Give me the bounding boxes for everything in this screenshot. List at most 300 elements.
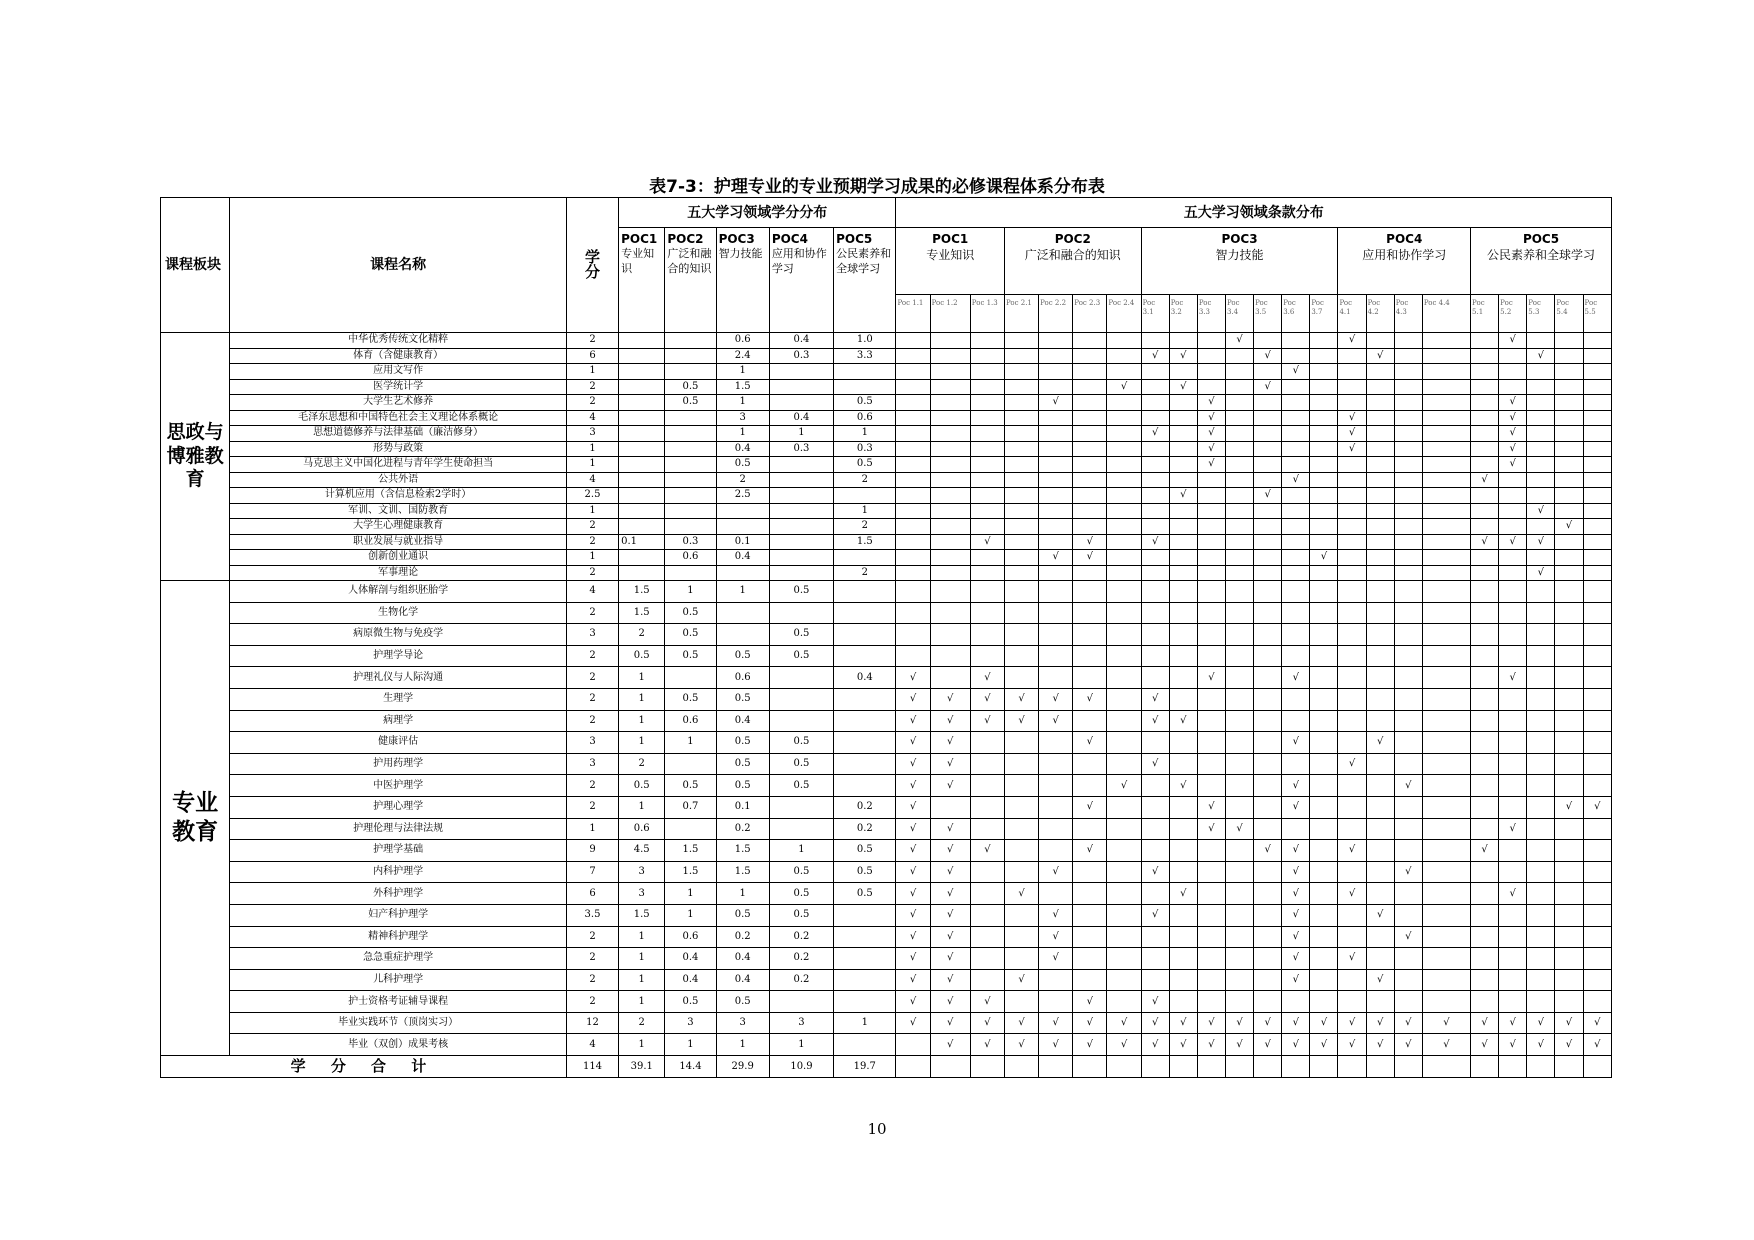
- poc-subclause-check: √: [970, 688, 1004, 710]
- poc-subclause-check: [1527, 732, 1555, 754]
- poc-subclause-check: [1073, 441, 1107, 457]
- course-credit: 3: [566, 624, 618, 646]
- poc-subclause-check: [970, 550, 1004, 566]
- poc-subclause-check: √: [970, 991, 1004, 1013]
- total-empty-cell: [1282, 1056, 1310, 1078]
- poc-subclause-check: √: [896, 775, 930, 797]
- poc-credit-value: [769, 565, 833, 581]
- poc-subclause-check: [1422, 565, 1470, 581]
- poc-subclause-check: [1338, 688, 1366, 710]
- poc-subclause-check: [1366, 565, 1394, 581]
- poc-credit-value: [769, 688, 833, 710]
- poc-credit-value: 0.5: [716, 732, 769, 754]
- poc-subclause-check: [1254, 796, 1282, 818]
- poc-credit-value: 0.5: [619, 775, 665, 797]
- course-name: 护理学基础: [230, 840, 567, 862]
- poc-subclause-header: Poc 5.3: [1527, 295, 1555, 333]
- course-name: 护用药理学: [230, 753, 567, 775]
- poc-subclause-check: √: [1197, 1012, 1225, 1034]
- poc-subclause-check: [970, 488, 1004, 504]
- poc-subclause-header: Poc 3.4: [1225, 295, 1253, 333]
- poc-subclause-check: √: [1004, 1034, 1038, 1056]
- poc-subclause-check: [1073, 775, 1107, 797]
- poc-subclause-check: [1107, 840, 1141, 862]
- poc-credit-value: 0.7: [665, 796, 716, 818]
- table-row: [161, 581, 1612, 603]
- poc-credit-value: 0.5: [716, 645, 769, 667]
- poc-subclause-check: √: [1039, 710, 1073, 732]
- course-name: 护理学导论: [230, 645, 567, 667]
- poc-subclause-check: [1004, 395, 1038, 411]
- poc-subclause-check: [1141, 948, 1169, 970]
- poc-subclause-check: [1310, 602, 1338, 624]
- poc-credit-value: 0.3: [665, 534, 716, 550]
- poc-subclause-check: [1282, 426, 1310, 442]
- poc-subclause-check: √: [1282, 926, 1310, 948]
- poc-subclause-check: [1225, 379, 1253, 395]
- poc-subclause-check: [1422, 710, 1470, 732]
- poc-subclause-check: √: [1282, 883, 1310, 905]
- poc-subclause-check: [1471, 457, 1499, 473]
- poc-subclause-header: Poc 4.4: [1422, 295, 1470, 333]
- poc-subclause-check: [1310, 565, 1338, 581]
- total-poc-credit: 29.9: [716, 1056, 769, 1078]
- poc-subclause-check: [1366, 534, 1394, 550]
- poc-subclause-check: [1499, 550, 1527, 566]
- poc-subclause-check: [1555, 624, 1583, 646]
- poc-credit-value: 0.5: [716, 457, 769, 473]
- poc-subclause-check: [970, 796, 1004, 818]
- poc-subclause-check: [1471, 883, 1499, 905]
- poc-subclause-check: [1499, 379, 1527, 395]
- poc-subclause-check: [1073, 472, 1107, 488]
- poc-credit-value: 3: [665, 1012, 716, 1034]
- poc-subclause-check: [1394, 410, 1422, 426]
- poc-subclause-check: [1254, 457, 1282, 473]
- poc-subclause-check: [1225, 840, 1253, 862]
- poc-subclause-check: [1039, 457, 1073, 473]
- poc-subclause-check: [970, 457, 1004, 473]
- header-row-1: [161, 198, 1612, 228]
- poc-subclause-check: [1310, 333, 1338, 349]
- poc-subclause-check: [1422, 969, 1470, 991]
- poc-credit-value: 1: [834, 1012, 896, 1034]
- poc-credit-value: 2: [834, 519, 896, 535]
- poc-subclause-check: √: [1583, 1034, 1611, 1056]
- poc-credit-value: 1.5: [716, 840, 769, 862]
- poc-subclause-check: [1471, 775, 1499, 797]
- poc-subclause-check: [1169, 410, 1197, 426]
- table-row: [161, 818, 1612, 840]
- poc-subclause-check: [1141, 645, 1169, 667]
- poc-subclause-check: [1310, 457, 1338, 473]
- poc-subclause-check: [1471, 581, 1499, 603]
- poc-subclause-check: √: [896, 1012, 930, 1034]
- poc-subclause-check: [1225, 624, 1253, 646]
- poc-subclause-check: [1310, 426, 1338, 442]
- poc-subclause-check: [1471, 519, 1499, 535]
- poc-credit-value: [769, 364, 833, 380]
- poc-subclause-check: [1282, 645, 1310, 667]
- course-credit: 7: [566, 861, 618, 883]
- poc-subclause-check: [970, 364, 1004, 380]
- poc-subclause-check: [1197, 503, 1225, 519]
- poc-subclause-check: √: [1073, 991, 1107, 1013]
- poc-subclause-check: [1422, 333, 1470, 349]
- course-name: 体育（含健康教育）: [230, 348, 567, 364]
- course-name: 生理学: [230, 688, 567, 710]
- poc-subclause-check: √: [1141, 904, 1169, 926]
- poc-credit-value: 1: [619, 710, 665, 732]
- header-course: 课程名称: [230, 198, 567, 333]
- poc-credit-value: 0.5: [665, 395, 716, 411]
- course-distribution-table: [160, 197, 1612, 1078]
- poc-subclause-check: [1073, 624, 1107, 646]
- poc-subclause-check: [1366, 581, 1394, 603]
- poc-subclause-check: [1039, 472, 1073, 488]
- poc-subclause-check: [930, 550, 970, 566]
- poc-subclause-check: [1366, 441, 1394, 457]
- poc-subclause-check: [1555, 550, 1583, 566]
- poc-subclause-check: [1422, 581, 1470, 603]
- poc-subclause-check: √: [970, 840, 1004, 862]
- poc-subclause-check: [1394, 457, 1422, 473]
- poc-subclause-check: [970, 753, 1004, 775]
- poc-subclause-check: [1527, 519, 1555, 535]
- poc-subclause-check: [1366, 991, 1394, 1013]
- course-credit: 3.5: [566, 904, 618, 926]
- poc-credit-value: 1: [665, 883, 716, 905]
- course-name: 外科护理学: [230, 883, 567, 905]
- poc-subclause-check: √: [1169, 379, 1197, 395]
- poc-subclause-check: [1310, 796, 1338, 818]
- poc-subclause-check: [1169, 426, 1197, 442]
- poc-subclause-check: [1254, 534, 1282, 550]
- poc-subclause-check: √: [1282, 472, 1310, 488]
- poc-credit-value: [834, 904, 896, 926]
- course-credit: 1: [566, 818, 618, 840]
- poc-subclause-check: [970, 861, 1004, 883]
- course-name: 中医护理学: [230, 775, 567, 797]
- poc-subclause-check: [1004, 565, 1038, 581]
- poc-credit-value: 1: [619, 969, 665, 991]
- poc-subclause-check: [970, 441, 1004, 457]
- poc-subclause-check: [1471, 503, 1499, 519]
- poc-subclause-check: [1282, 457, 1310, 473]
- poc-subclause-check: [1555, 348, 1583, 364]
- poc-credit-value: [665, 503, 716, 519]
- poc-subclause-check: [1394, 503, 1422, 519]
- poc-credit-value: [769, 503, 833, 519]
- poc-subclause-check: √: [896, 667, 930, 689]
- poc-subclause-check: [1394, 753, 1422, 775]
- poc-subclause-check: [1004, 550, 1038, 566]
- poc-subclause-check: [1366, 710, 1394, 732]
- poc-subclause-check: [1197, 550, 1225, 566]
- poc-subclause-check: [896, 624, 930, 646]
- poc-subclause-check: [1394, 333, 1422, 349]
- table-row: [161, 645, 1612, 667]
- poc-credit-value: [769, 667, 833, 689]
- poc-subclause-check: [1141, 926, 1169, 948]
- poc-subclause-check: [1282, 710, 1310, 732]
- course-name: 大学生艺术修养: [230, 395, 567, 411]
- course-name: 急急重症护理学: [230, 948, 567, 970]
- poc-subclause-check: [1107, 581, 1141, 603]
- total-poc-credit: 10.9: [769, 1056, 833, 1078]
- poc-subclause-header: Poc 5.2: [1499, 295, 1527, 333]
- poc-subclause-check: √: [1394, 1034, 1422, 1056]
- poc-subclause-check: √: [1366, 1012, 1394, 1034]
- poc-subclause-check: [1555, 581, 1583, 603]
- poc-subclause-check: [1555, 503, 1583, 519]
- poc-credit-value: [834, 688, 896, 710]
- course-name: 护士资格考证辅导课程: [230, 991, 567, 1013]
- poc-subclause-check: [1107, 441, 1141, 457]
- poc-subclause-check: [1555, 710, 1583, 732]
- poc-subclause-check: √: [1141, 1034, 1169, 1056]
- poc-credit-value: [665, 364, 716, 380]
- poc-subclause-check: [1338, 534, 1366, 550]
- poc-subclause-check: [1583, 775, 1611, 797]
- poc-credit-header: [769, 228, 833, 333]
- poc-subclause-check: [1527, 840, 1555, 862]
- poc-credit-value: 0.5: [716, 753, 769, 775]
- poc-subclause-check: [1004, 775, 1038, 797]
- poc-subclause-check: [1107, 348, 1141, 364]
- poc-subclause-check: √: [1310, 550, 1338, 566]
- poc-credit-value: 1: [619, 667, 665, 689]
- poc-credit-value: 2: [716, 472, 769, 488]
- poc-subclause-check: [1197, 775, 1225, 797]
- poc-subclause-check: √: [1073, 534, 1107, 550]
- course-name: 计算机应用（含信息检索2学时）: [230, 488, 567, 504]
- poc-subclause-check: [1039, 581, 1073, 603]
- poc-clause-group-header: [1471, 228, 1612, 295]
- poc-credit-value: 1: [619, 926, 665, 948]
- poc-subclause-check: [1422, 645, 1470, 667]
- poc-subclause-check: [1197, 753, 1225, 775]
- poc-subclause-check: [1583, 565, 1611, 581]
- poc-subclause-check: [1366, 624, 1394, 646]
- poc-credit-value: [619, 550, 665, 566]
- poc-subclause-check: √: [930, 883, 970, 905]
- poc-subclause-check: √: [1583, 1012, 1611, 1034]
- poc-subclause-check: [1471, 333, 1499, 349]
- poc-subclause-check: [1141, 732, 1169, 754]
- poc-subclause-header: Poc 1.1: [896, 295, 930, 333]
- poc-subclause-check: √: [1254, 1034, 1282, 1056]
- poc-credit-value: 0.4: [716, 550, 769, 566]
- poc-credit-value: 0.4: [716, 948, 769, 970]
- table-row: [161, 519, 1612, 535]
- poc-subclause-check: √: [1338, 1012, 1366, 1034]
- poc-credit-value: 0.2: [834, 818, 896, 840]
- poc-subclause-check: [1583, 534, 1611, 550]
- poc-subclause-header: Poc 3.3: [1197, 295, 1225, 333]
- poc-credit-value: [769, 991, 833, 1013]
- poc-subclause-check: [1394, 602, 1422, 624]
- poc-subclause-check: [1225, 503, 1253, 519]
- poc-subclause-check: √: [1141, 753, 1169, 775]
- poc-subclause-check: [1394, 732, 1422, 754]
- poc-subclause-check: [970, 565, 1004, 581]
- total-empty-cell: [970, 1056, 1004, 1078]
- poc-subclause-check: [1366, 861, 1394, 883]
- poc-credit-value: [834, 732, 896, 754]
- poc-subclause-check: [1225, 732, 1253, 754]
- poc-subclause-check: [1004, 753, 1038, 775]
- poc-subclause-check: [1197, 488, 1225, 504]
- poc-subclause-check: [1555, 775, 1583, 797]
- poc-subclause-check: [930, 534, 970, 550]
- poc-subclause-check: [1107, 732, 1141, 754]
- course-credit: 2: [566, 565, 618, 581]
- poc-subclause-check: [1310, 926, 1338, 948]
- poc-subclause-check: [1073, 364, 1107, 380]
- poc-subclause-check: [1169, 948, 1197, 970]
- poc-subclause-check: [1225, 645, 1253, 667]
- poc-subclause-check: [1499, 796, 1527, 818]
- poc-subclause-check: [1039, 410, 1073, 426]
- poc-subclause-check: [1107, 624, 1141, 646]
- poc-clause-group-header: [896, 228, 1005, 295]
- poc-subclause-check: [1039, 333, 1073, 349]
- poc-subclause-check: [930, 379, 970, 395]
- poc-subclause-check: [1583, 395, 1611, 411]
- poc-subclause-check: [930, 581, 970, 603]
- poc-subclause-check: [1338, 519, 1366, 535]
- poc-subclause-check: [1527, 550, 1555, 566]
- poc-subclause-check: [1583, 969, 1611, 991]
- poc-subclause-check: √: [970, 1034, 1004, 1056]
- poc-subclause-check: √: [1254, 1012, 1282, 1034]
- poc-credit-value: 0.6: [716, 333, 769, 349]
- poc-subclause-check: [1169, 457, 1197, 473]
- course-name: 思想道德修养与法律基础（廉洁修身）: [230, 426, 567, 442]
- poc-subclause-check: [1499, 645, 1527, 667]
- poc-subclause-check: [1499, 488, 1527, 504]
- course-credit: 2: [566, 645, 618, 667]
- poc-subclause-check: [1338, 861, 1366, 883]
- poc-credit-value: [716, 519, 769, 535]
- poc-subclause-check: √: [970, 710, 1004, 732]
- poc-subclause-check: [1394, 348, 1422, 364]
- poc-subclause-check: [1394, 883, 1422, 905]
- poc-subclause-check: [1073, 883, 1107, 905]
- poc-subclause-check: [1422, 948, 1470, 970]
- poc-subclause-check: [1004, 379, 1038, 395]
- poc-subclause-check: [930, 441, 970, 457]
- poc-subclause-check: √: [1073, 1034, 1107, 1056]
- document-title: 表7-3：护理专业的专业预期学习成果的必修课程体系分布表: [649, 177, 1105, 197]
- poc-subclause-check: [1004, 348, 1038, 364]
- poc-subclause-check: [1555, 333, 1583, 349]
- poc-subclause-check: √: [1282, 969, 1310, 991]
- poc-credit-value: 0.4: [716, 441, 769, 457]
- course-credit: 4: [566, 581, 618, 603]
- poc-subclause-check: [1225, 688, 1253, 710]
- poc-subclause-check: [1004, 503, 1038, 519]
- poc-credit-value: 4.5: [619, 840, 665, 862]
- poc-subclause-check: [1499, 503, 1527, 519]
- table-row: [161, 565, 1612, 581]
- poc-subclause-check: [1169, 624, 1197, 646]
- poc-subclause-check: [1310, 818, 1338, 840]
- poc-credit-value: 0.4: [769, 410, 833, 426]
- table-row: [161, 667, 1612, 689]
- course-name: 儿科护理学: [230, 969, 567, 991]
- poc-subclause-check: [1338, 775, 1366, 797]
- poc-subclause-check: [1225, 457, 1253, 473]
- poc-subclause-check: [1366, 753, 1394, 775]
- poc-subclause-check: [1555, 904, 1583, 926]
- poc-subclause-check: [1471, 426, 1499, 442]
- poc-credit-value: 1: [619, 688, 665, 710]
- poc-subclause-check: √: [1225, 1012, 1253, 1034]
- poc-subclause-check: √: [896, 840, 930, 862]
- poc-credit-value: 0.1: [716, 534, 769, 550]
- poc-credit-value: 3: [769, 1012, 833, 1034]
- poc-subclause-check: [970, 818, 1004, 840]
- table-row: [161, 333, 1612, 349]
- poc-subclause-check: [1338, 565, 1366, 581]
- table-row: [161, 395, 1612, 411]
- poc-subclause-check: [1394, 818, 1422, 840]
- poc-subclause-check: [1225, 883, 1253, 905]
- poc-subclause-check: √: [1282, 904, 1310, 926]
- poc-subclause-check: √: [1197, 426, 1225, 442]
- table-row: [161, 796, 1612, 818]
- course-credit: 1: [566, 503, 618, 519]
- poc-subclause-check: [1471, 395, 1499, 411]
- poc-credit-value: [834, 948, 896, 970]
- poc-subclause-check: √: [1422, 1034, 1470, 1056]
- poc-subclause-check: [970, 624, 1004, 646]
- poc-subclause-check: [1141, 581, 1169, 603]
- poc-subclause-check: √: [1197, 667, 1225, 689]
- poc-subclause-check: [1527, 645, 1555, 667]
- poc-subclause-check: √: [1225, 818, 1253, 840]
- poc-subclause-check: [1254, 333, 1282, 349]
- poc-subclause-check: [1394, 395, 1422, 411]
- poc-subclause-check: [1169, 441, 1197, 457]
- total-empty-cell: [1004, 1056, 1038, 1078]
- poc-credit-value: 0.6: [834, 410, 896, 426]
- poc-subclause-check: [1039, 441, 1073, 457]
- poc-subclause-check: [1555, 645, 1583, 667]
- poc-credit-value: 0.5: [716, 991, 769, 1013]
- poc-subclause-check: [1107, 667, 1141, 689]
- poc-subclause-check: √: [1254, 348, 1282, 364]
- poc-subclause-check: [1394, 667, 1422, 689]
- poc-credit-value: [619, 457, 665, 473]
- poc-subclause-check: √: [1499, 534, 1527, 550]
- poc-subclause-check: [1366, 550, 1394, 566]
- poc-subclause-check: √: [1338, 883, 1366, 905]
- poc-subclause-check: [1282, 395, 1310, 411]
- poc-subclause-check: [1471, 796, 1499, 818]
- poc-subclause-check: [1583, 818, 1611, 840]
- poc-subclause-check: [1039, 667, 1073, 689]
- poc-subclause-check: [1073, 948, 1107, 970]
- poc-subclause-check: [1254, 883, 1282, 905]
- poc-subclause-check: [1338, 472, 1366, 488]
- poc-subclause-check: [1282, 519, 1310, 535]
- poc-subclause-check: [970, 426, 1004, 442]
- poc-subclause-check: [1583, 519, 1611, 535]
- poc-subclause-check: √: [1282, 1034, 1310, 1056]
